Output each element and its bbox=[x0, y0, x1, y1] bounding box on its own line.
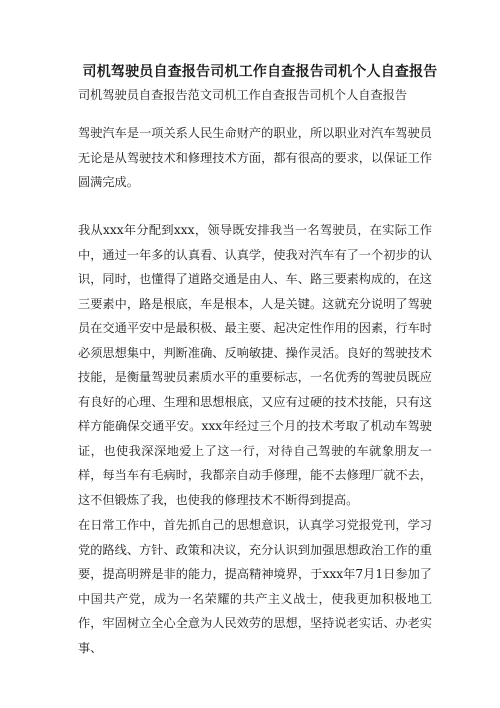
document-subtitle: 司机驾驶员自查报告范文司机工作自查报告司机个人自查报告 bbox=[78, 88, 408, 102]
document-title: 司机驾驶员自查报告司机工作自查报告司机个人自查报告 bbox=[82, 64, 438, 80]
paragraph-2: 我从xxx年分配到xxx，领导既安排我当一名驾驶员，在实际工作中，通过一年多的认真看、认真学，使我对汽车有了一个初步的认识，同时，也懂得了道路交通是由人、车、路三要素构成的，在这三要素中，路是根底，车是根本，人是关键。这就充分说明了驾驶员在交通平安中是最积极、最主要、起决定性作用的因素，行车时必须思想集中，判断准确、反响敏捷、操作灵活。良好的驾驶技术技能，是衡量驾驶员素质水平的重要标志，一名优秀的驾驶员既应有良好的心理、生理和思想根底，又应有过硬的技术技能，只有这样方能确保交通平安。xxx年经过三个月的技术考取了机动车驾驶证，也使我深深地爱上了这一行，对待自己驾驶的车就象朋友一样，每当车有毛病时，我都亲自动手修理，能不去修理厂就不去，这不但锻炼了我，也使我的修理技术不断得到提高。 bbox=[78, 223, 432, 507]
paragraph-1: 驾驶汽车是一项关系人民生命财产的职业，所以职业对汽车驾驶员无论是从驾驶技术和修理技术方面，都有很高的要求，以保证工作圆满完成。 bbox=[78, 126, 432, 189]
paragraph-3: 在日常工作中，首先抓自己的思想意识，认真学习党报党刊，学习党的路线、方针、政策和决议，充分认识到加强思想政治工作的重要，提高明辨是非的能力，提高精神境界，于xxx年7月1日参加了中国共产党，成为一名荣耀的共产主义战士，使我更加积极地工作，牢固树立全心全意为人民效劳的思想，坚持说老实话、办老实事、 bbox=[78, 518, 432, 655]
